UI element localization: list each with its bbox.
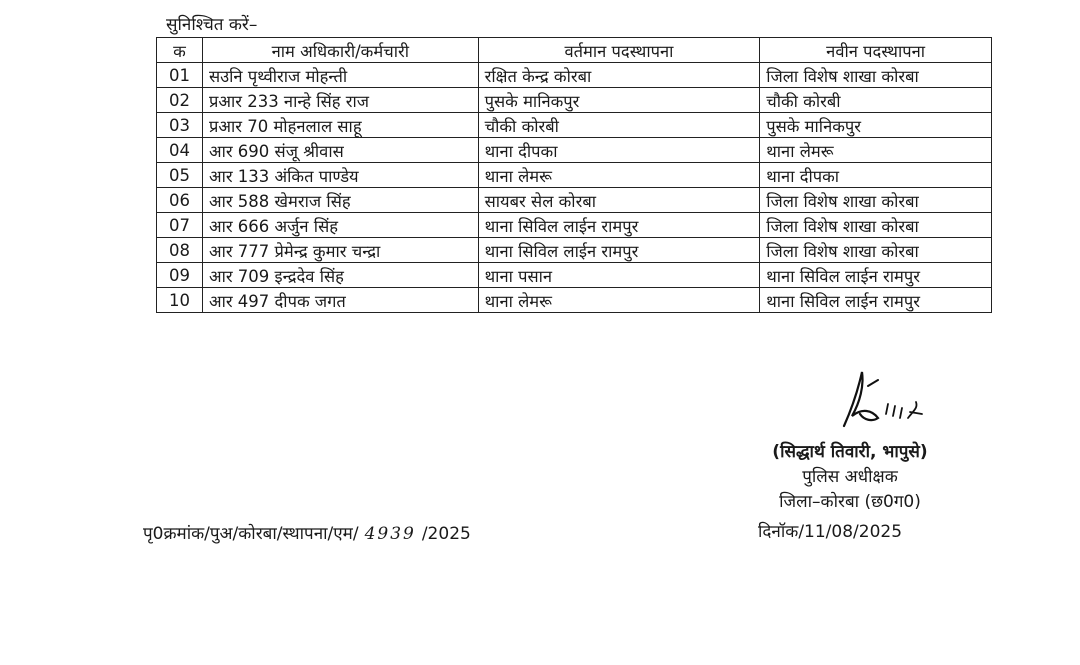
table-row [157,88,992,113]
table-row [157,188,992,213]
reference-number [143,521,471,544]
name-cell: आर 497 दीपक जगत [202,288,478,313]
table-row [157,113,992,138]
new-posting-cell: थाना सिविल लाईन रामपुर [760,288,992,313]
table-row [157,213,992,238]
current-posting-cell: थाना सिविल लाईन रामपुर [478,213,760,238]
name-cell: प्रआर 70 मोहनलाल साहू [202,113,478,138]
name-cell: आर 709 इन्द्रदेव सिंह [202,263,478,288]
column-header-name: नाम अधिकारी/कर्मचारी [202,38,478,63]
name-cell: आर 777 प्रेमेन्द्र कुमार चन्द्रा [202,238,478,263]
column-header-current-posting: वर्तमान पदस्थापना [478,38,760,63]
serial-cell: 06 [157,188,203,213]
current-posting-cell: थाना लेमरू [478,163,760,188]
serial-cell: 05 [157,163,203,188]
new-posting-cell: पुसके मानिकपुर [760,113,992,138]
column-header-new-posting: नवीन पदस्थापना [760,38,992,63]
current-posting-cell: थाना पसान [478,263,760,288]
table-row [157,163,992,188]
new-posting-cell: चौकी कोरबी [760,88,992,113]
signatory-name: (सिद्धार्थ तिवारी, भापुसे) [772,442,928,462]
serial-cell: 07 [157,213,203,238]
serial-cell: 03 [157,113,203,138]
current-posting-cell: थाना सिविल लाईन रामपुर [478,238,760,263]
new-posting-cell: थाना दीपका [760,163,992,188]
name-cell: आर 690 संजू श्रीवास [202,138,478,163]
signatory-block [730,440,970,515]
transfer-table [156,37,992,313]
serial-cell: 10 [157,288,203,313]
column-header-serial: क [157,38,203,63]
name-cell: सउनि पृथ्वीराज मोहन्ती [202,63,478,88]
new-posting-cell: जिला विशेष शाखा कोरबा [760,63,992,88]
new-posting-cell: थाना सिविल लाईन रामपुर [760,263,992,288]
handwritten-signature [838,368,928,430]
date-line: दिनॉक/11/08/2025 [758,522,903,542]
serial-cell: 04 [157,138,203,163]
name-cell: आर 588 खेमराज सिंह [202,188,478,213]
table-header-row [157,38,992,63]
new-posting-cell: जिला विशेष शाखा कोरबा [760,188,992,213]
current-posting-cell: पुसके मानिकपुर [478,88,760,113]
instruction-note: सुनिश्चित करें– [166,15,258,35]
new-posting-cell: थाना लेमरू [760,138,992,163]
serial-cell: 08 [157,238,203,263]
current-posting-cell: सायबर सेल कोरबा [478,188,760,213]
signatory-designation: पुलिस अधीक्षक [802,467,898,487]
new-posting-cell: जिला विशेष शाखा कोरबा [760,213,992,238]
current-posting-cell: चौकी कोरबी [478,113,760,138]
reference-prefix: पृ0क्रमांक/पुअ/कोरबा/स्थापना/एम/ [143,524,359,544]
table-row [157,238,992,263]
current-posting-cell: रक्षित केन्द्र कोरबा [478,63,760,88]
current-posting-cell: थाना लेमरू [478,288,760,313]
new-posting-cell: जिला विशेष शाखा कोरबा [760,238,992,263]
table-row [157,63,992,88]
reference-year: /2025 [421,524,471,544]
table-row [157,288,992,313]
serial-cell: 02 [157,88,203,113]
name-cell: आर 133 अंकित पाण्डेय [202,163,478,188]
table-row [157,138,992,163]
serial-cell: 09 [157,263,203,288]
serial-cell: 01 [157,63,203,88]
signatory-district: जिला–कोरबा (छ0ग0) [779,492,921,512]
name-cell: आर 666 अर्जुन सिंह [202,213,478,238]
name-cell: प्रआर 233 नान्हे सिंह राज [202,88,478,113]
current-posting-cell: थाना दीपका [478,138,760,163]
table-row [157,263,992,288]
reference-handwritten-number: 4939 [364,524,416,544]
